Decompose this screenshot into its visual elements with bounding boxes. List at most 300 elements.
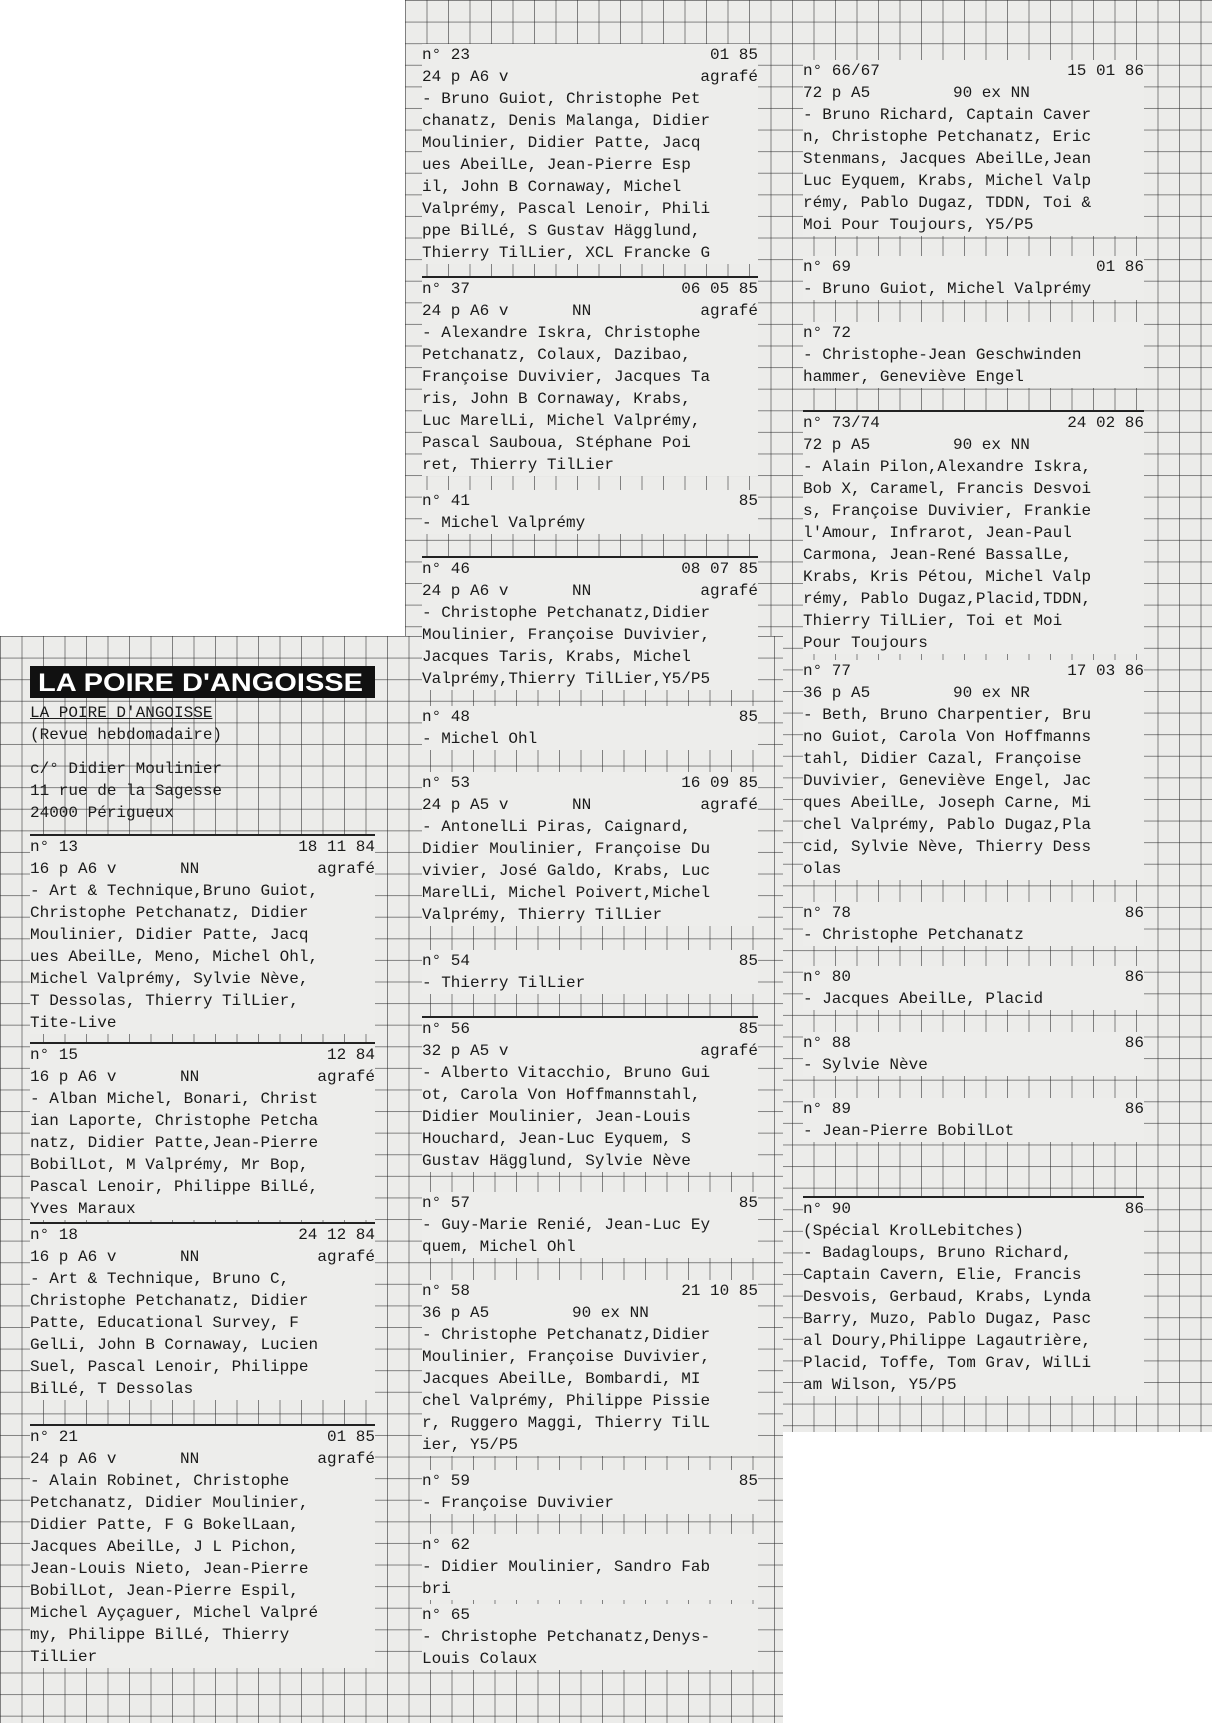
- contributors-line: [30, 1110, 375, 1132]
- issue-entry: [422, 1016, 758, 1172]
- issue-header: [422, 950, 758, 972]
- contributors-text: Duvivier, Geneviève Engel, Jac: [803, 772, 1092, 790]
- issue-header: [803, 966, 1144, 988]
- issue-date: 01 85: [709, 46, 758, 64]
- issue-number: n° 18: [30, 1226, 79, 1244]
- issue-date: 01 85: [326, 1428, 375, 1446]
- issue-date: 85: [738, 1472, 758, 1490]
- issue-entry: [422, 44, 758, 264]
- contributors-text: - Alain Pilon,Alexandre Iskra,: [803, 458, 1092, 476]
- contributors-text: BilLé, T Dessolas: [30, 1380, 194, 1398]
- contributors-text: chel Valprémy, Philippe Pissie: [422, 1392, 711, 1410]
- contributors-text: r, Ruggero Maggi, Thierry TilL: [422, 1414, 711, 1432]
- contributors-text: Christophe Petchanatz, Didier: [30, 1292, 309, 1310]
- contributors-line: [803, 544, 1144, 566]
- contributors-line: [30, 880, 375, 902]
- issue-number: n° 73/74: [803, 414, 880, 432]
- contributors-text: Jacques AbeilLe, J L Pichon,: [30, 1538, 299, 1556]
- issue-date: 24 02 86: [1067, 414, 1144, 432]
- contributors-text: Krabs, Kris Pétou, Michel Valp: [803, 568, 1092, 586]
- contributors-text: Christophe Petchanatz, Didier: [30, 904, 309, 922]
- contributors-text: Tite-Live: [30, 1014, 117, 1032]
- contributors-text: - Guy-Marie Renié, Jean-Luc Ey: [422, 1216, 711, 1234]
- issue-number: n° 62: [422, 1536, 471, 1554]
- contributors-text: Valprémy, Pascal Lenoir, Phili: [422, 200, 711, 218]
- issue-entry: [803, 1098, 1144, 1142]
- issue-entry: [803, 966, 1144, 1010]
- contributors-text: BobilLot, Jean-Pierre Espil,: [30, 1582, 299, 1600]
- issue-number: n° 88: [803, 1034, 852, 1052]
- issue-binding: agrafé: [700, 68, 758, 86]
- issue-header: [422, 278, 758, 300]
- contributors-line: [803, 988, 1144, 1010]
- contributors-text: GelLi, John B Cornaway, Lucien: [30, 1336, 319, 1354]
- issue-date: 15 01 86: [1067, 62, 1144, 80]
- contributors-text: my, Philippe BilLé, Thierry: [30, 1626, 290, 1644]
- issue-date: 24 12 84: [298, 1226, 375, 1244]
- right-column: [803, 60, 1144, 1394]
- contributors-line: [422, 1492, 758, 1514]
- contributors-line: [803, 726, 1144, 748]
- contributors-text: bri: [422, 1580, 451, 1598]
- issue-date: 85: [738, 492, 758, 510]
- contributors-text: quem, Michel Ohl: [422, 1238, 576, 1256]
- review-subtitle: (Revue hebdomadaire): [30, 726, 223, 744]
- issue-number: n° 15: [30, 1046, 79, 1064]
- contributors-line: [30, 1088, 375, 1110]
- contributors-line: [803, 126, 1144, 148]
- contributors-line: [30, 1624, 375, 1646]
- contributors-text: - Beth, Bruno Charpentier, Bru: [803, 706, 1092, 724]
- issue-print-run: NN: [180, 1450, 200, 1468]
- issue-entry: [30, 834, 375, 1034]
- contributors-text: s, Françoise Duvivier, Frankie: [803, 502, 1092, 520]
- contributors-text: T Dessolas, Thierry TilLier,: [30, 992, 299, 1010]
- contributors-line: [422, 1106, 758, 1128]
- issue-entry: [803, 410, 1144, 654]
- contributors-line: [803, 522, 1144, 544]
- contributors-text: Luc Eyquem, Krabs, Michel Valp: [803, 172, 1092, 190]
- contributors-line: [422, 1084, 758, 1106]
- contributors-line: [422, 1556, 758, 1578]
- contributors-line: [803, 192, 1144, 214]
- contributors-line: [422, 838, 758, 860]
- contributors-line: [422, 1578, 758, 1600]
- issue-print-run: NN: [180, 1248, 200, 1266]
- contributors-line: [803, 344, 1144, 366]
- issue-entry: [803, 660, 1144, 880]
- middle-column: [422, 44, 758, 1684]
- issue-number: n° 56: [422, 1020, 471, 1038]
- issue-format-line: [803, 82, 1144, 104]
- issue-number: n° 77: [803, 662, 852, 680]
- issue-format: 36 p A5: [422, 1304, 490, 1322]
- contributors-text: - Thierry TilLier: [422, 974, 586, 992]
- contributors-text: - Bruno Guiot, Michel Valprémy: [803, 280, 1092, 298]
- contributors-text: TilLier: [30, 1648, 98, 1666]
- issue-format: 16 p A6 v: [30, 860, 117, 878]
- contributors-text: Suel, Pascal Lenoir, Philippe: [30, 1358, 309, 1376]
- contributors-line: [422, 1390, 758, 1412]
- contributors-line: [803, 566, 1144, 588]
- contributors-line: [803, 366, 1144, 388]
- contributors-line: [803, 1286, 1144, 1308]
- contributors-line: [30, 1334, 375, 1356]
- contributors-line: [803, 792, 1144, 814]
- issue-format-line: [422, 1302, 758, 1324]
- contributors-text: - Badagloups, Bruno Richard,: [803, 1244, 1072, 1262]
- issue-format-line: [30, 1448, 375, 1470]
- contributors-line: [422, 860, 758, 882]
- contributors-text: Didier Moulinier, Françoise Du: [422, 840, 711, 858]
- contributors-text: - Jean-Pierre BobilLot: [803, 1122, 1015, 1140]
- issue-binding: agrafé: [700, 796, 758, 814]
- issue-format-line: [30, 1066, 375, 1088]
- issue-format: 16 p A6 v: [30, 1068, 117, 1086]
- issue-print-run: NN: [572, 302, 592, 320]
- contributors-text: l'Amour, Infrarot, Jean-Paul: [803, 524, 1072, 542]
- issue-entry: [422, 556, 758, 690]
- contributors-line: [30, 1492, 375, 1514]
- contributors-line: [803, 104, 1144, 126]
- left-column: [30, 660, 375, 1704]
- contributors-text: Placid, Toffe, Tom Grav, WilLi: [803, 1354, 1092, 1372]
- contributors-line: [30, 1378, 375, 1400]
- contributors-line: [30, 946, 375, 968]
- contributors-text: ian Laporte, Christophe Petcha: [30, 1112, 319, 1130]
- contributors-line: [422, 602, 758, 624]
- contributors-text: chanatz, Denis Malanga, Didier: [422, 112, 711, 130]
- contributors-line: [30, 1580, 375, 1602]
- contributors-text: - Alain Robinet, Christophe: [30, 1472, 290, 1490]
- contributors-line: [803, 588, 1144, 610]
- issue-binding: agrafé: [317, 1248, 375, 1266]
- issue-header: [422, 1192, 758, 1214]
- contributors-text: Michel Valprémy, Sylvie Nève,: [30, 970, 309, 988]
- contributors-line: [422, 1236, 758, 1258]
- issue-entry: [30, 1222, 375, 1400]
- contributors-line: [803, 214, 1144, 236]
- contributors-text: Moi Pour Toujours, Y5/P5: [803, 216, 1034, 234]
- contributors-line: [422, 220, 758, 242]
- issue-header: [30, 1044, 375, 1066]
- contributors-text: Jacques Taris, Krabs, Michel: [422, 648, 691, 666]
- issue-header: [803, 1032, 1144, 1054]
- contributors-text: al Doury,Philippe Lagautrière,: [803, 1332, 1092, 1350]
- contributors-text: Gustav Hägglund, Sylvie Nève: [422, 1152, 691, 1170]
- issue-format-line: [30, 858, 375, 880]
- contributors-text: - Jacques AbeilLe, Placid: [803, 990, 1044, 1008]
- logo-text: LA POIRE D'ANGOISSE: [38, 669, 363, 697]
- issue-format: 24 p A5 v: [422, 796, 509, 814]
- contributors-text: (Spécial KrolLebitches): [803, 1222, 1024, 1240]
- contributors-line: [30, 1602, 375, 1624]
- contributors-line: [422, 432, 758, 454]
- issue-header: [422, 1470, 758, 1492]
- issue-print-run: NN: [572, 796, 592, 814]
- issue-entry: [422, 1470, 758, 1514]
- contributors-text: Carmona, Jean-René BassalLe,: [803, 546, 1072, 564]
- contributors-text: olas: [803, 860, 842, 878]
- issue-format: 72 p A5: [803, 84, 871, 102]
- contributors-line: [803, 278, 1144, 300]
- contributors-text: ques AbeilLe, Joseph Carne, Mi: [803, 794, 1092, 812]
- address-line: c/° Didier Moulinier: [30, 760, 223, 778]
- contributors-line: [30, 1514, 375, 1536]
- issue-date: 85: [738, 1020, 758, 1038]
- issue-date: 21 10 85: [681, 1282, 758, 1300]
- contributors-text: no Guiot, Carola Von Hoffmanns: [803, 728, 1092, 746]
- contributors-text: ues AbeilLe, Jean-Pierre Esp: [422, 156, 691, 174]
- contributors-line: [422, 972, 758, 994]
- contributors-line: [422, 110, 758, 132]
- contributors-line: [422, 344, 758, 366]
- contributors-text: Louis Colaux: [422, 1650, 538, 1668]
- review-title: LA POIRE D'ANGOISSE: [30, 704, 213, 722]
- contributors-text: Petchanatz, Colaux, Dazibao,: [422, 346, 691, 364]
- contributors-line: [30, 1470, 375, 1492]
- contributors-line: [803, 1120, 1144, 1142]
- issue-header: [422, 1018, 758, 1040]
- contributors-line: [30, 1536, 375, 1558]
- issue-number: n° 54: [422, 952, 471, 970]
- issue-date: 06 05 85: [681, 280, 758, 298]
- contributors-line: [803, 704, 1144, 726]
- contributors-text: Yves Maraux: [30, 1200, 136, 1218]
- issue-number: n° 57: [422, 1194, 471, 1212]
- contributors-line: [803, 478, 1144, 500]
- contributors-line: [803, 1242, 1144, 1264]
- issue-binding: agrafé: [317, 860, 375, 878]
- contributors-text: - Françoise Duvivier: [422, 1494, 615, 1512]
- issue-number: n° 46: [422, 560, 471, 578]
- issue-number: n° 21: [30, 1428, 79, 1446]
- issue-entry: [422, 276, 758, 476]
- issue-print-run: NN: [180, 1068, 200, 1086]
- issue-format-line: [803, 682, 1144, 704]
- contributors-text: natz, Didier Patte,Jean-Pierre: [30, 1134, 319, 1152]
- issue-number: n° 48: [422, 708, 471, 726]
- issue-number: n° 80: [803, 968, 852, 986]
- issue-binding: agrafé: [317, 1450, 375, 1468]
- contributors-text: Pascal Sauboua, Stéphane Poi: [422, 434, 691, 452]
- contributors-line: [30, 1012, 375, 1034]
- contributors-line: [422, 1346, 758, 1368]
- contributors-line: [803, 858, 1144, 880]
- contributors-text: - Christophe Petchanatz,Didier: [422, 604, 711, 622]
- contributors-line: [422, 242, 758, 264]
- issue-header: [422, 1280, 758, 1302]
- contributors-text: ier, Y5/P5: [422, 1436, 519, 1454]
- issue-header: [30, 836, 375, 858]
- contributors-text: rémy, Pablo Dugaz, TDDN, Toi &: [803, 194, 1092, 212]
- contributors-line: [422, 1214, 758, 1236]
- issue-number: n° 59: [422, 1472, 471, 1490]
- issue-header: [803, 322, 1144, 344]
- contributors-text: Stenmans, Jacques AbeilLe,Jean: [803, 150, 1092, 168]
- contributors-line: [803, 1330, 1144, 1352]
- contributors-line: [803, 1264, 1144, 1286]
- contributors-text: Moulinier, Françoise Duvivier,: [422, 626, 711, 644]
- issue-entry: [803, 1196, 1144, 1396]
- contributors-text: - Alexandre Iskra, Christophe: [422, 324, 701, 342]
- contributors-line: [422, 454, 758, 476]
- issue-header: [422, 558, 758, 580]
- contributors-text: n, Christophe Petchanatz, Eric: [803, 128, 1092, 146]
- contributors-line: [803, 770, 1144, 792]
- issue-entry: [422, 772, 758, 926]
- contributors-line: [803, 924, 1144, 946]
- issue-binding: agrafé: [700, 582, 758, 600]
- contributors-text: Pour Toujours: [803, 634, 928, 652]
- contributors-line: [422, 1128, 758, 1150]
- contributors-text: - Bruno Richard, Captain Caver: [803, 106, 1092, 124]
- issue-entry: [422, 1280, 758, 1456]
- contributors-line: [803, 814, 1144, 836]
- contributors-line: [422, 882, 758, 904]
- issue-header: [803, 902, 1144, 924]
- contributors-text: Moulinier, Didier Patte, Jacq: [30, 926, 309, 944]
- issue-format-line: [422, 580, 758, 602]
- contributors-line: [422, 1412, 758, 1434]
- contributors-text: hammer, Geneviève Engel: [803, 368, 1024, 386]
- contributors-text: Thierry TilLier, XCL Francke G: [422, 244, 711, 262]
- contributors-line: [30, 902, 375, 924]
- contributors-line: [803, 170, 1144, 192]
- address-line: 24000 Périgueux: [30, 804, 175, 822]
- contributors-line: [803, 456, 1144, 478]
- contributors-line: [30, 1132, 375, 1154]
- contributors-text: am Wilson, Y5/P5: [803, 1376, 957, 1394]
- issue-print-run: 90 ex NN: [953, 436, 1030, 454]
- issue-number: n° 69: [803, 258, 852, 276]
- issue-header: [803, 412, 1144, 434]
- contributors-text: cid, Sylvie Nève, Thierry Dess: [803, 838, 1092, 856]
- contributors-line: [422, 1368, 758, 1390]
- contributors-text: Desvois, Gerbaud, Krabs, Lynda: [803, 1288, 1092, 1306]
- contributors-line: [422, 624, 758, 646]
- contributors-text: - Art & Technique,Bruno Guiot,: [30, 882, 319, 900]
- issue-number: n° 13: [30, 838, 79, 856]
- contributors-line: [422, 1150, 758, 1172]
- issue-entry: [803, 60, 1144, 236]
- issue-date: 01 86: [1095, 258, 1144, 276]
- contributors-line: [422, 512, 758, 534]
- issue-number: n° 65: [422, 1606, 471, 1624]
- issue-binding: agrafé: [700, 302, 758, 320]
- contributors-text: rémy, Pablo Dugaz,Placid,TDDN,: [803, 590, 1092, 608]
- contributors-text: vivier, José Galdo, Krabs, Luc: [422, 862, 711, 880]
- contributors-text: - Didier Moulinier, Sandro Fab: [422, 1558, 711, 1576]
- contributors-text: Didier Moulinier, Jean-Louis: [422, 1108, 691, 1126]
- issue-date: 86: [1124, 1034, 1144, 1052]
- contributors-line: [803, 836, 1144, 858]
- issue-number: n° 37: [422, 280, 471, 298]
- issue-format: 24 p A6 v: [422, 68, 509, 86]
- issue-header: [30, 1426, 375, 1448]
- issue-header: [803, 256, 1144, 278]
- contributors-line: [422, 410, 758, 432]
- issue-format: 36 p A5: [803, 684, 871, 702]
- contributors-line: [30, 1312, 375, 1334]
- issue-print-run: 90 ex NR: [953, 684, 1030, 702]
- issue-format-line: [422, 1040, 758, 1062]
- contributors-text: - Christophe Petchanatz,Denys-: [422, 1628, 711, 1646]
- contributors-line: [803, 1374, 1144, 1396]
- contributors-text: - Alban Michel, Bonari, Christ: [30, 1090, 319, 1108]
- masthead-logo: [30, 666, 375, 698]
- contributors-line: [30, 1268, 375, 1290]
- contributors-text: ret, Thierry TilLier: [422, 456, 615, 474]
- issue-header: [803, 1098, 1144, 1120]
- contributors-text: Françoise Duvivier, Jacques Ta: [422, 368, 711, 386]
- contributors-text: ues AbeilLe, Meno, Michel Ohl,: [30, 948, 319, 966]
- contributors-text: ot, Carola Von Hoffmannstahl,: [422, 1086, 701, 1104]
- contributors-line: [422, 322, 758, 344]
- contributors-line: [422, 1324, 758, 1346]
- issue-format-line: [803, 434, 1144, 456]
- issue-binding: agrafé: [700, 1042, 758, 1060]
- issue-number: n° 72: [803, 324, 852, 342]
- issue-number: n° 78: [803, 904, 852, 922]
- contributors-line: [422, 1062, 758, 1084]
- contributors-text: Thierry TilLier, Toi et Moi: [803, 612, 1063, 630]
- contributors-line: [422, 668, 758, 690]
- issue-date: 86: [1124, 904, 1144, 922]
- contributors-line: [422, 154, 758, 176]
- issue-format: 24 p A6 v: [30, 1450, 117, 1468]
- issue-date: 86: [1124, 968, 1144, 986]
- contributors-text: Bob X, Caramel, Francis Desvoi: [803, 480, 1092, 498]
- contributors-line: [803, 1352, 1144, 1374]
- contributors-text: Luc MarelLi, Michel Valprémy,: [422, 412, 701, 430]
- contributors-text: - Michel Ohl: [422, 730, 538, 748]
- issue-number: n° 41: [422, 492, 471, 510]
- contributors-text: BobilLot, M Valprémy, Mr Bop,: [30, 1156, 309, 1174]
- issue-format: 24 p A6 v: [422, 302, 509, 320]
- contributors-line: [422, 646, 758, 668]
- issue-number: n° 89: [803, 1100, 852, 1118]
- issue-format-line: [30, 1246, 375, 1268]
- issue-number: n° 23: [422, 46, 471, 64]
- issue-entry: [30, 1042, 375, 1220]
- contributors-text: Petchanatz, Didier Moulinier,: [30, 1494, 309, 1512]
- contributors-line: [422, 1434, 758, 1456]
- contributors-line: [803, 632, 1144, 654]
- contributors-line: [803, 148, 1144, 170]
- contributors-line: [803, 500, 1144, 522]
- contributors-line: [422, 728, 758, 750]
- contributors-line: [422, 88, 758, 110]
- contributors-text: - Bruno Guiot, Christophe Pet: [422, 90, 701, 108]
- contributors-line: [422, 1648, 758, 1670]
- contributors-line: [422, 132, 758, 154]
- contributors-text: MarelLi, Michel Poivert,Michel: [422, 884, 711, 902]
- contributors-line: [422, 816, 758, 838]
- contributors-text: Didier Patte, F G BokelLaan,: [30, 1516, 299, 1534]
- issue-header: [422, 490, 758, 512]
- logo-banner: [30, 666, 375, 698]
- contributors-line: [30, 1646, 375, 1668]
- contributors-text: Houchard, Jean-Luc Eyquem, S: [422, 1130, 691, 1148]
- issue-number: n° 66/67: [803, 62, 880, 80]
- contributors-line: [422, 1626, 758, 1648]
- contributors-line: [30, 968, 375, 990]
- issue-number: n° 58: [422, 1282, 471, 1300]
- issue-format: 32 p A5 v: [422, 1042, 509, 1060]
- contributors-line: [422, 388, 758, 410]
- contributors-line: [422, 904, 758, 926]
